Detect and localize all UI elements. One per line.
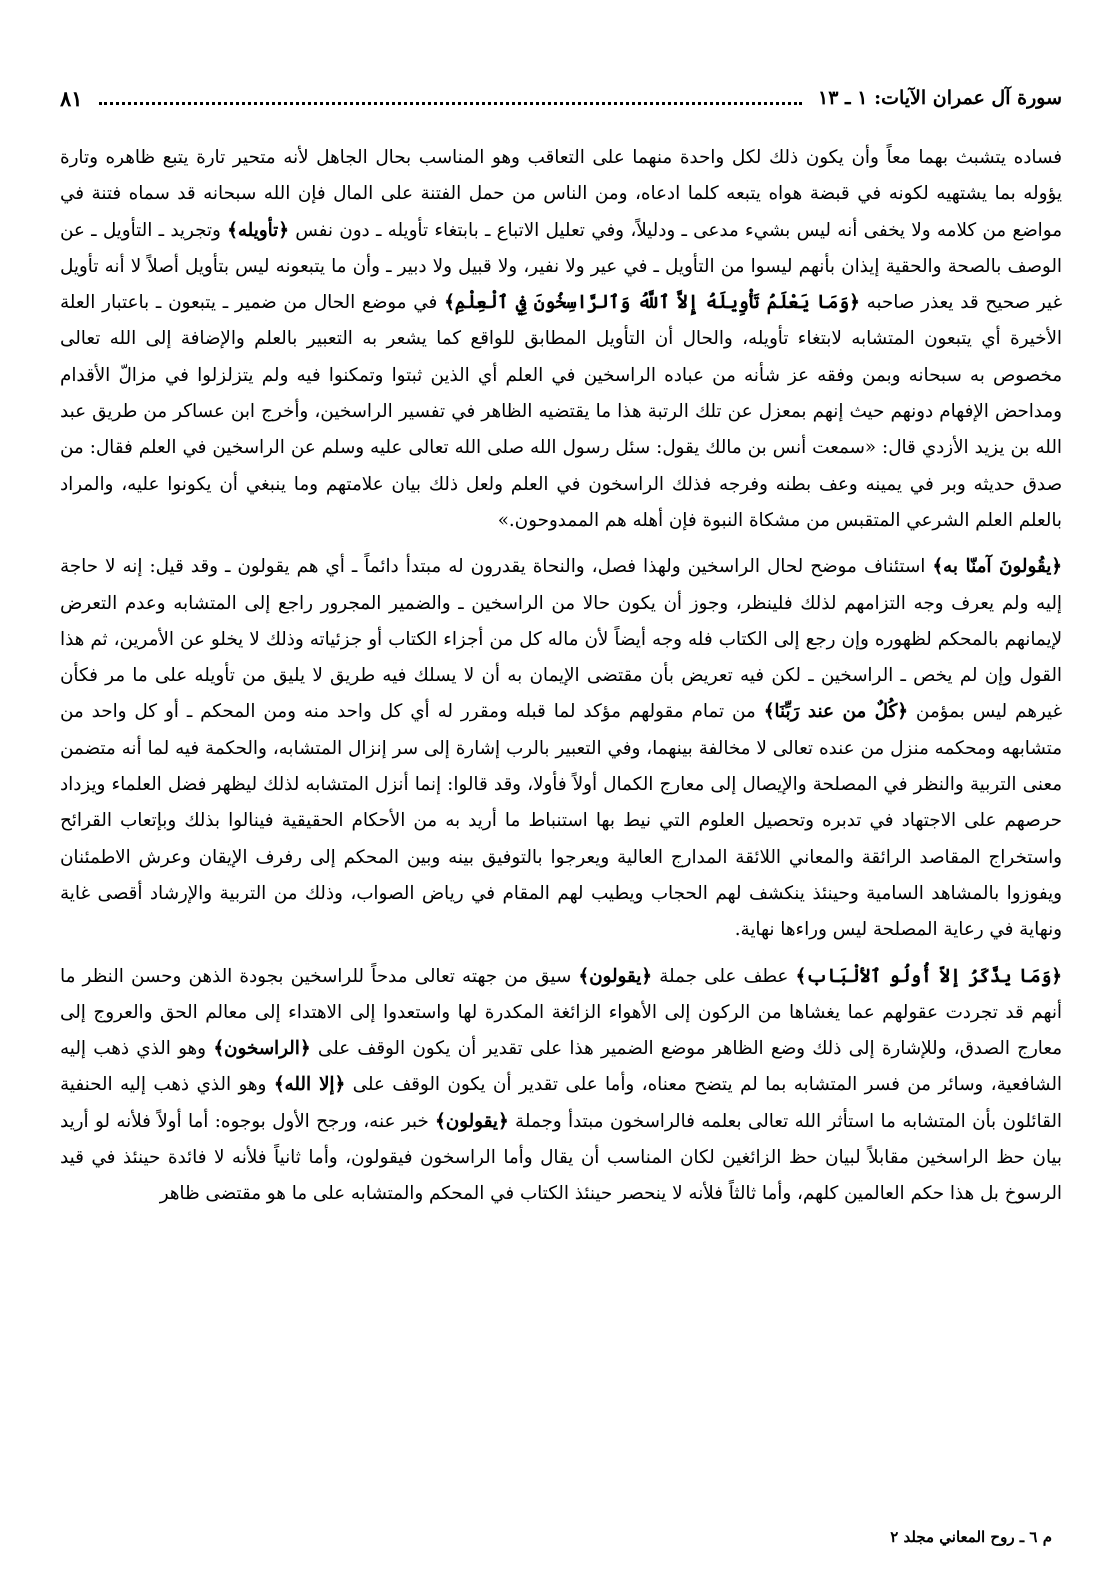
- quran-quote: ﴿وَمَا يذَّكَرُ إلاّ أُولُو ٱلألْبَاب﴾: [795, 965, 1062, 987]
- quran-quote: ﴿يقولون﴾: [435, 1110, 509, 1132]
- quran-quote: ﴿يقُولونَ آمنّا به﴾: [932, 556, 1062, 578]
- page-number: ٨١: [60, 85, 83, 111]
- quran-quote: ﴿كُلٌ من عند رَبِّنَا﴾: [763, 701, 908, 723]
- signature-line: م ٦ ـ روح المعاني مجلد ٢: [890, 1528, 1052, 1546]
- paragraph: [60, 549, 1062, 948]
- quran-quote: ﴿إلا الله﴾: [273, 1074, 346, 1096]
- quran-quote: ﴿وَمَا يَعْلَمُ تَأْوِيلَهُ إِلاَّ ٱللَّهُ وَٱلرَّاسِخُونَ فِي ٱلْعِلْمِ﴾: [444, 292, 860, 314]
- text-segment: من تمام مقولهم مؤكد لما قبله ومقرر له أي كل واحد منه ومن المحكم ـ أو كل واحد من متشابهه ومحكمه منزل من عنده تعالى لا مخالفة بينهما، وفي التعبير بالرب إشارة إلى سر إنزال المتشابه، والحكمة فيه لما أنه متضمن معنى التربية والنظر في المصلحة والإيصال إلى معارج الكمال أولاً فأولا، وقد قالوا: إنما أنزل المتشابه لذلك ليظهر فضل العلماء ويزداد حرصهم على الاجتهاد في تدبره وتحصيل العلوم التي نيط بها استنباط ما أريد به من الأحكام الحقيقية فينالوا بذلك وبإتعاب القرائح واستخراج المقاصد الرائقة والمعاني اللائقة المدارج العالية ويعرجوا بالتوفيق بينه وبين المحكم إلى رفرف الإيقان وعرش الاطمئنان ويفوزوا بالمشاهد السامية وحينئذ ينكشف لهم الحجاب ويطيب لهم المقام في رياض الصواب، وذلك من التربية والإرشاد أقصى غاية ونهاية في رعاية المصلحة ليس وراءها نهاية.: [60, 701, 1062, 941]
- page-content: [60, 74, 1062, 1574]
- quran-quote: ﴿الراسخون﴾: [213, 1038, 311, 1060]
- text-segment: فساده يتشبث بهما معاً وأن يكون ذلك لكل واحدة منهما على التعاقب وهو المناسب بحال الجاهل لأنه متحير تارة يتبع ظاهره وتارة يؤوله بما يشتهيه لكونه في قبضة هواه يتبعه كلما ادعاه، ومن الناس من حمل الفتنة على المال فإن الله سبحانه قد سماه فتنة في مواضع من كلامه ولا يخفى أنه ليس بشيء مدعى ـ ودليلاً، وفي تعليل الاتباع ـ بابتغاء تأويله ـ دون نفس: [60, 147, 1062, 241]
- text-segment: خبر عنه، ورجح الأول بوجوه: أما أولاً فلأنه لو أريد بيان حظ الراسخين مقابلاً لبيان حظ الزائغين لكان المناسب أن يقال وأما الراسخون فيقولون، وأما ثانياً فلأنه لا فائدة حينئذ في قيد الرسوخ بل هذا حكم العالمين كلهم، وأما ثالثاً فلأنه لا ينحصر حينئذ الكتاب في المحكم والمتشابه على ما هو مقتضى ظاهر: [60, 1110, 1062, 1205]
- body-text: [60, 140, 1062, 1213]
- text-segment: وهو الذي ذهب إليه الحنفية القائلون بأن المتشابه ما استأثر الله تعالى بعلمه فالراسخون مبتدأ وجملة: [60, 1074, 1062, 1132]
- paragraph: [60, 959, 1062, 1213]
- paragraph: [60, 140, 1062, 539]
- text-segment: سيق من جهته تعالى مدحاً للراسخين بجودة الذهن وحسن النظر ما أنهم قد تجردت عقولهم عما يغشاها من الركون إلى الأهواء الزائغة المكدرة لها واستعدوا إلى الاهتداء إلى معالم الحق والعروج إلى معارج الصدق، وللإشارة إلى ذلك وضع الظاهر موضع الضمير هذا على تقدير أن يكون الوقف على: [60, 965, 1062, 1060]
- header-dot-leader: [99, 102, 802, 105]
- text-segment: وهو الذي ذهب إليه الشافعية، وسائر من فسر المتشابه بما لم يتضح معناه، وأما على تقدير أن يكون الوقف على: [60, 1038, 1062, 1096]
- running-header: [60, 80, 1062, 116]
- text-segment: في موضع الحال من ضمير ـ يتبعون ـ باعتبار العلة الأخيرة أي يتبعون المتشابه لابتغاء تأويله، والحال أن التأويل المطابق للواقع كما يشعر به التعبير بالعلم والإضافة إلى الله تعالى مخصوص به سبحانه وبمن وفقه عز شأنه من عباده الراسخين في العلم أي الذين ثبتوا وتمكنوا فيه ولم يتزلزلوا في مزالّ الأقدام ومداحض الإفهام دونهم حيث إنهم بمعزل عن تلك الرتبة هذا ما يقتضيه الظاهر في تفسير الراسخين، وأخرج ابن عساكر من طريق عبد الله بن يزيد الأزدي قال: «سمعت أنس بن مالك يقول: سئل رسول الله صلى الله تعالى عليه وسلم عن الراسخين في العلم فقال: من صدق حديثه وبر في يمينه وعف بطنه وفرجه فذلك الراسخون في العلم ولعل ذلك بيان علامتهم وما ينبغي أن يكونوا عليه، والمراد بالعلم العلم الشرعي المتقبس من مشكاة النبوة فإن أهله هم الممدوحون.»: [60, 292, 1062, 531]
- header-title: سورة آل عمران الآيات: ١ ـ ١٣: [818, 87, 1062, 109]
- text-segment: استئناف موضح لحال الراسخين ولهذا فصل، والنحاة يقدرون له مبتدأ دائماً ـ أي هم يقولون ـ وقد قيل: إنه لا حاجة إليه ولم يعرف وجه التزامهم لذلك فلينظر، وجوز أن يكون حالا من الراسخين ـ والضمير المجرور راجع إلى المتشابه وعدم التعرض لإيمانهم بالمحكم لظهوره وإن رجع إلى الكتاب فله وجه أيضاً لأن ماله كل من أجزاء الكتاب أو جزئياته وذلك لا يخلو عن الأمرين، ثم هذا القول وإن لم يخص ـ الراسخين ـ لكن فيه تعريض بأن مقتضى الإيمان به أن لا يسلك فيه طريق لا يليق من تأويله على ما مر فكأن غيرهم ليس بمؤمن: [60, 556, 1063, 723]
- quran-quote: ﴿يقولون﴾: [578, 965, 653, 987]
- text-segment: وتجريد ـ التأويل ـ عن الوصف بالصحة والحقية إيذان بأنهم ليسوا من التأويل ـ في عير ولا نفير، ولا قبيل ولا دبير ـ وأن ما يتبعونه ليس بتأويل أصلاً لا أنه تأويل غير صحيح قد يعذر صاحبه: [60, 219, 1063, 314]
- quran-quote: ﴿تأويله﴾: [227, 219, 289, 241]
- text-segment: عطف على جملة: [652, 965, 796, 987]
